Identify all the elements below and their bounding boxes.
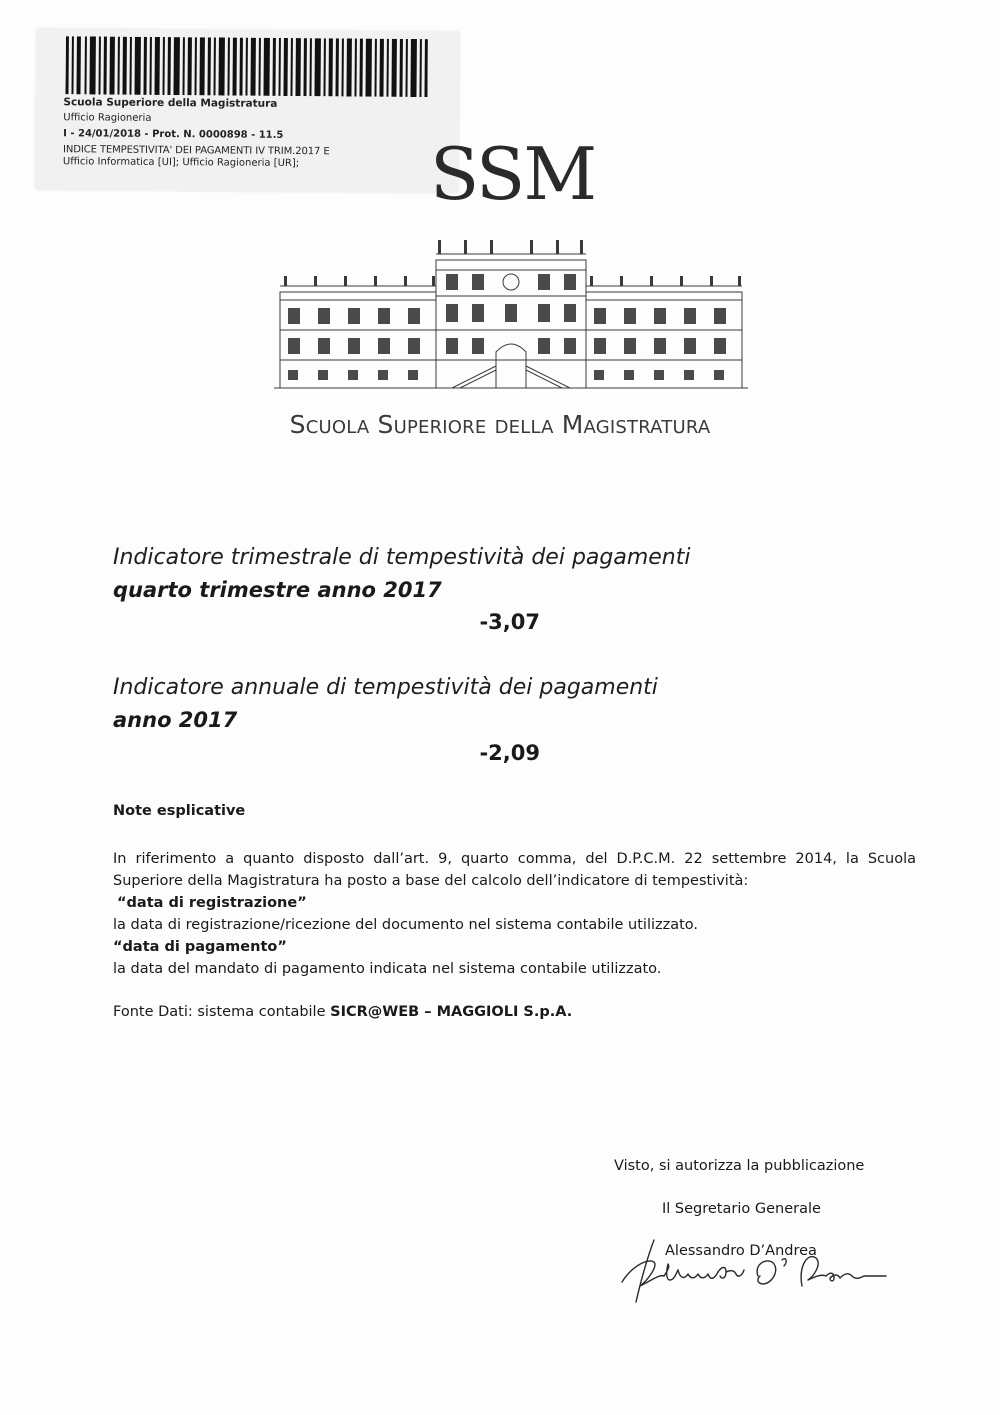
protocol-sticker	[35, 28, 460, 193]
data-source-value: SICR@WEB – MAGGIOLI S.p.A.	[330, 1004, 573, 1020]
annual-indicator-title: Indicatore annuale di tempestività dei pagamenti	[113, 675, 658, 700]
barcode	[65, 36, 427, 97]
sticker-institution: Scuola Superiore della Magistratura	[63, 96, 278, 110]
publication-approval: Visto, si autorizza la pubblicazione	[614, 1158, 865, 1174]
palazzo-illustration	[274, 232, 748, 392]
quarterly-indicator-period: quarto trimestre anno 2017	[113, 578, 442, 602]
sticker-subject: INDICE TEMPESTIVITA' DEI PAGAMENTI IV TRIM.2017 E	[63, 144, 330, 158]
annual-indicator-period: anno 2017	[113, 708, 238, 732]
signer-name: Alessandro D’Andrea	[665, 1243, 817, 1259]
ssm-logo: SSM	[430, 132, 596, 216]
sticker-office: Ufficio Ragioneria	[63, 112, 152, 124]
handwritten-signature	[618, 1236, 888, 1308]
notes-body	[113, 848, 916, 980]
notes-intro: In riferimento a quanto disposto dall’art. 9, quarto comma, del D.P.C.M. 22 settembre 2014, la Scuola Superiore della Magistratura ha posto a base del calcolo dell’indicatore di tempestività:	[113, 851, 916, 889]
data-source	[113, 1001, 572, 1023]
registration-date-description: la data di registrazione/ricezione del documento nel sistema contabile utilizzato.	[113, 917, 699, 933]
data-source-label: Fonte Dati: sistema contabile	[113, 1004, 326, 1020]
sticker-assignees: Ufficio Informatica [UI]; Ufficio Ragioneria [UR];	[62, 156, 300, 170]
registration-date-term: “data di registrazione”	[117, 895, 307, 911]
notes-heading: Note esplicative	[113, 803, 246, 819]
payment-date-description: la data del mandato di pagamento indicata nel sistema contabile utilizzato.	[113, 961, 662, 977]
sticker-protocol: I - 24/01/2018 - Prot. N. 0000898 - 11.5	[63, 128, 284, 141]
payment-date-term: “data di pagamento”	[113, 939, 287, 955]
annual-indicator-value: -2,09	[479, 741, 540, 765]
signer-role: Il Segretario Generale	[662, 1201, 821, 1217]
quarterly-indicator-value: -3,07	[479, 610, 540, 634]
institution-name: Scuola Superiore della Magistratura	[289, 410, 711, 439]
quarterly-indicator-title: Indicatore trimestrale di tempestività dei pagamenti	[113, 545, 691, 570]
